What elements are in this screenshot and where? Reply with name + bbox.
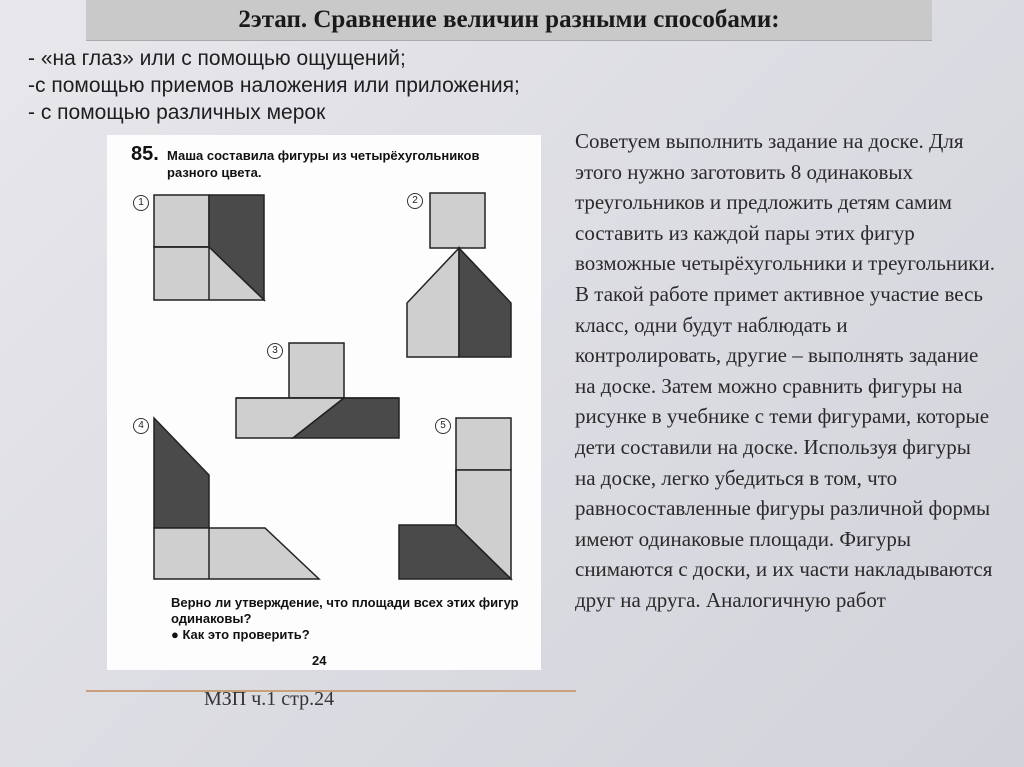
source-caption: МЗП ч.1 стр.24 — [204, 688, 335, 710]
method-item: - «на глаз» или с помощью ощущений; — [28, 47, 406, 70]
method-item: - с помощью различных мерок — [28, 101, 326, 124]
figure-3 — [236, 343, 399, 438]
figure-4 — [154, 418, 319, 579]
task-number: 85. — [131, 143, 159, 165]
textbook-page-number: 24 — [312, 653, 327, 668]
teacher-advice-text: Советуем выполнить задание на доске. Для этого нужно заготовить 8 одинаковых треугольников и предложить детям самим составить из каждой пары этих фигур возможные четырёхугольники и треугольники. В такой работе примет активное участие весь класс, одни будут наблюдать и контролировать, другие – выполнять задание на доске. Затем можно сравнить фигуры на рисунке в учебнике с теми фигурами, которые дети составили на доске. Используя фигуры на доске, легко убедиться в том, что равносоставленные фигуры различной формы имеют одинаковые площади. Фигуры снимаются с доски, и их части накладываются друг на друга. Аналогичную работ — [575, 129, 995, 612]
question-2: ● Как это проверить? — [171, 627, 310, 642]
task-questions — [171, 595, 531, 643]
question-1: Верно ли утверждение, что площади всех этих фигур одинаковы? — [171, 595, 519, 626]
textbook-page-image — [107, 135, 541, 670]
task-text: Маша составила фигуры из четырёхугольников разного цвета. — [167, 148, 480, 180]
method-list — [28, 45, 520, 126]
geometric-figures-illustration — [107, 135, 541, 670]
figure-label-4: 4 — [133, 418, 149, 434]
figure-label-1: 1 — [133, 195, 149, 211]
figure-5 — [399, 418, 511, 579]
figure-label-5: 5 — [435, 418, 451, 434]
slide-title: 2этап. Сравнение величин разными способами: — [238, 6, 780, 33]
method-item: -с помощью приемов наложения или приложения; — [28, 74, 520, 97]
figure-label-3: 3 — [267, 343, 283, 359]
figure-2 — [407, 193, 511, 357]
slide-title-bar — [86, 0, 932, 41]
figure-1 — [154, 195, 264, 300]
figure-label-2: 2 — [407, 193, 423, 209]
